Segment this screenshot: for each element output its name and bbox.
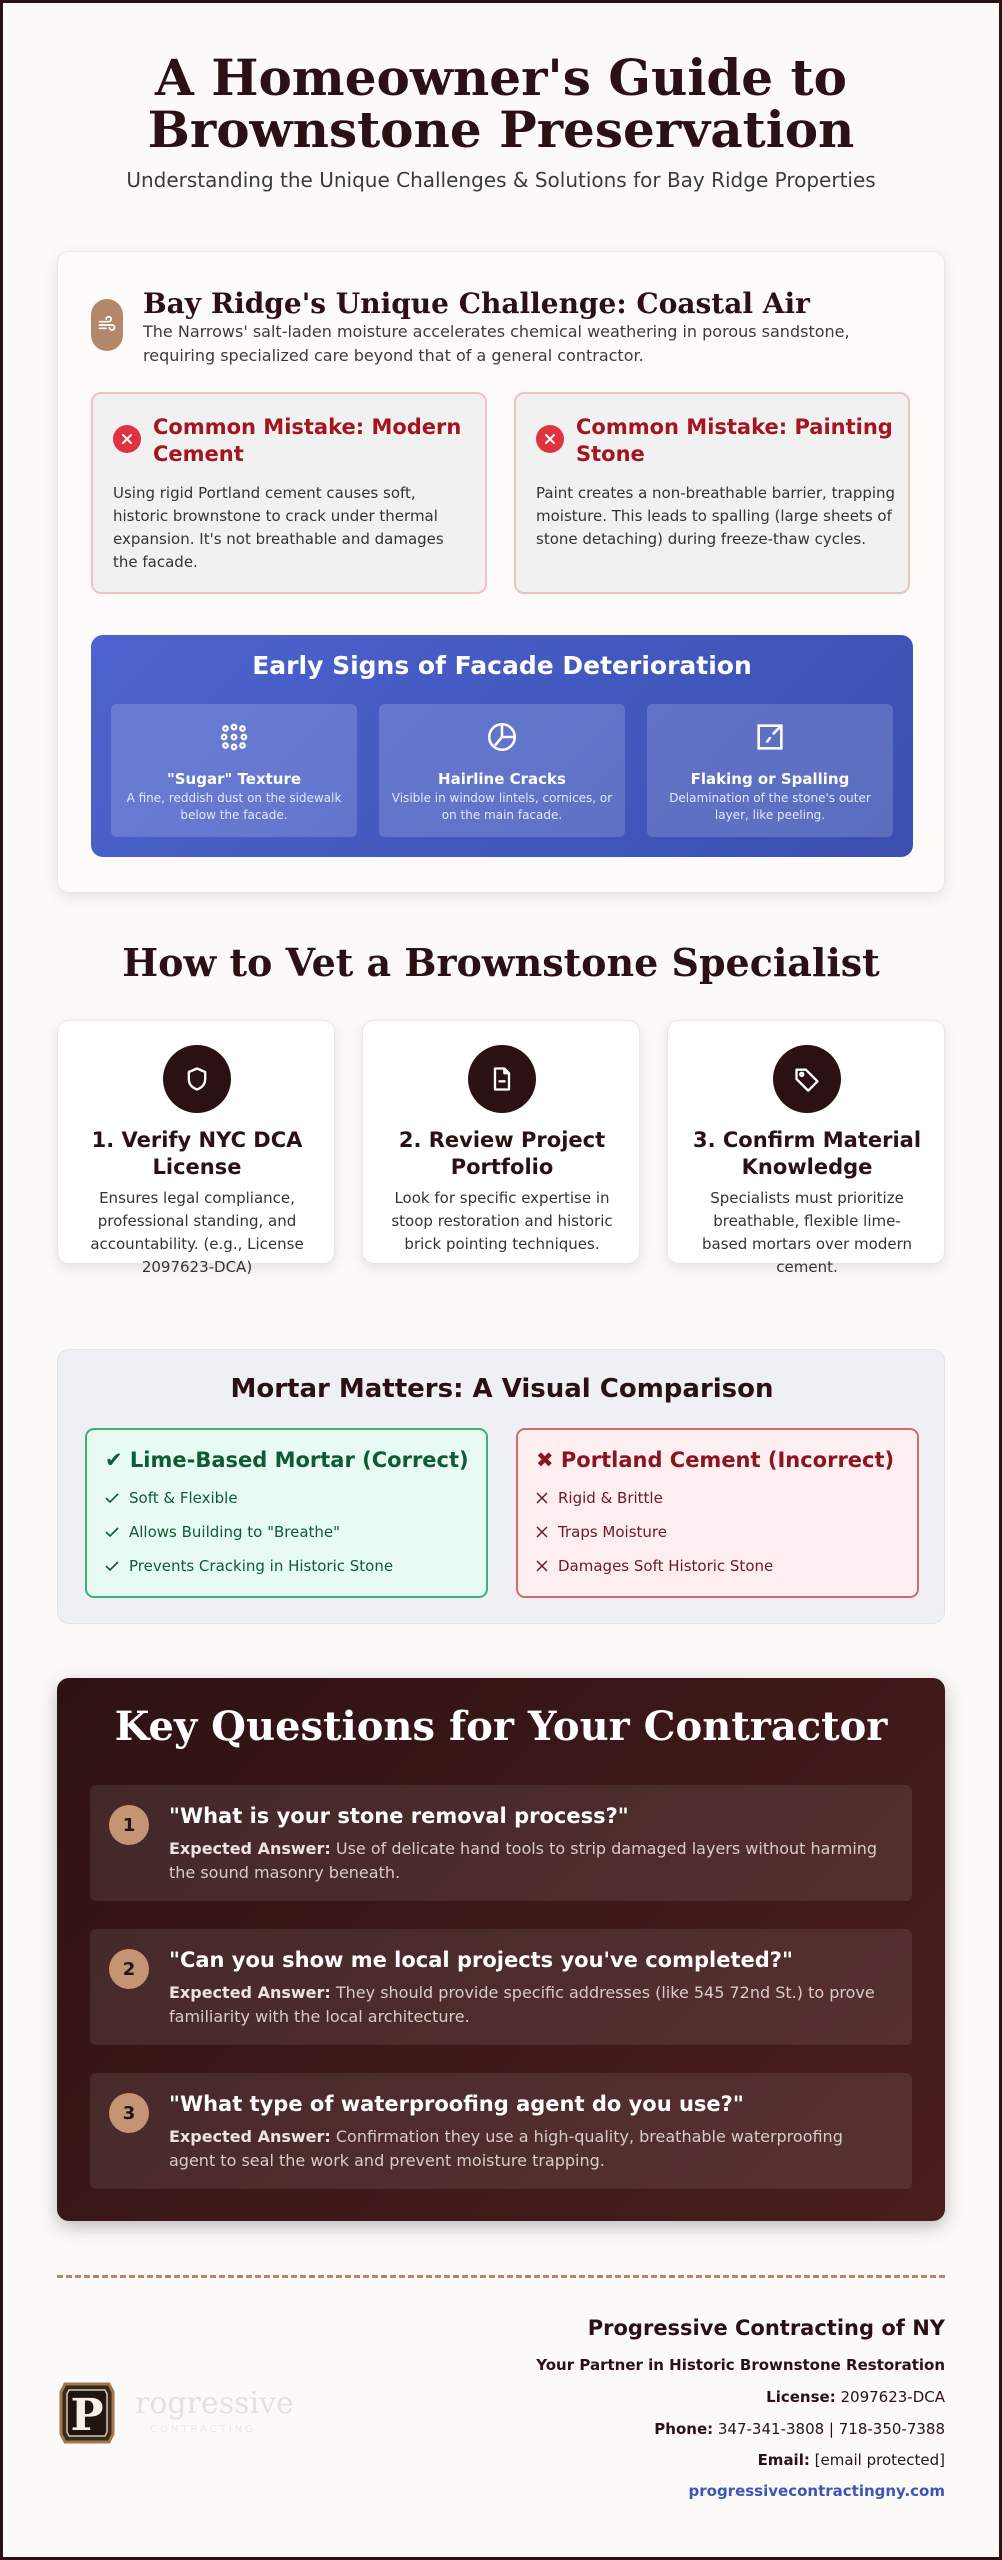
question-answer: Expected Answer: Confirmation they use a high-quality, breathable waterproofing agent to seal the work and prevent moisture trapping. [169,2127,843,2170]
challenge-title: Bay Ridge's Unique Challenge: Coastal Air [143,287,810,320]
mortar-title: Mortar Matters: A Visual Comparison [230,1374,774,1404]
question-answer: Expected Answer: Use of delicate hand tools to strip damaged layers without harming the sound masonry beneath. [169,1839,878,1882]
question-answer: Expected Answer: They should provide specific addresses (like 545 72nd St.) to prove familiarity with the local architecture. [169,1983,875,2026]
list-item: Allows Building to "Breathe" [105,1520,393,1554]
signs-title: Early Signs of Facade Deterioration [252,651,752,680]
vet-card-text: Specialists must prioritize breathable, flexible lime-based mortars over modern cement. [702,1189,912,1276]
question-text: "What is your stone removal process?" [169,1804,629,1828]
mortar-comparison [57,1349,945,1624]
lime-mortar-title: ✔ Lime-Based Mortar (Correct) [105,1448,469,1472]
cross-icon [536,1560,548,1572]
list-item: Soft & Flexible [105,1486,393,1520]
sign-text: Visible in window lintels, cornices, or on the main facade. [391,791,613,822]
svg-text:P: P [70,2390,104,2441]
coastal-challenge-card [57,251,945,893]
question-number: 1 [109,1805,149,1845]
vet-section-title: How to Vet a Brownstone Specialist [122,940,880,985]
cross-icon [536,1526,548,1538]
question-number: 3 [109,2093,149,2133]
mistake-title: Common Mistake: Modern Cement [153,415,462,466]
sign-title: Hairline Cracks [438,770,566,788]
mistake-card-cement [91,392,487,594]
vet-card-text: Ensures legal compliance, professional standing, and accountability. (e.g., License 2097623-DCA) [90,1189,304,1276]
flaking-square-icon [753,720,787,754]
sign-title: Flaking or Spalling [690,770,850,788]
phone-line: Phone: 347-341-3808 | 718-350-7388 [654,2420,945,2438]
dust-icon [217,720,251,754]
check-icon [105,1492,119,1504]
mistake-text: Using rigid Portland cement causes soft, historic brownstone to crack under thermal expansion. It's not breathable and damages the facade. [113,484,444,571]
deterioration-signs-panel [91,635,913,857]
mistake-title: Common Mistake: Painting Stone [576,415,893,466]
contractor-questions [57,1678,945,2221]
vet-card-title: 1. Verify NYC DCA License [91,1128,303,1179]
portland-cement-box [516,1428,919,1598]
check-icon [105,1526,119,1538]
crack-chart-icon [485,720,519,754]
lime-mortar-box [85,1428,488,1598]
vet-card-material [667,1020,945,1276]
logo-subtext: CONTRACTING [150,2424,256,2435]
mistake-card-painting [514,392,910,594]
vet-card-text: Look for specific expertise in stoop restoration and historic brick pointing techniques. [391,1189,613,1253]
license-line: License: 2097623-DCA [766,2388,945,2406]
page-subtitle: Understanding the Unique Challenges & Solutions for Bay Ridge Properties [126,168,876,192]
sign-sugar-texture [111,704,357,837]
tag-icon [773,1045,841,1113]
list-item: Prevents Cracking in Historic Stone [105,1554,393,1588]
email-link[interactable]: [email protected] [814,2451,945,2469]
shield-icon [163,1045,231,1113]
vet-card-title: 3. Confirm Material Knowledge [692,1128,922,1179]
portland-cement-title: ✖ Portland Cement (Incorrect) [536,1448,895,1472]
sign-flaking [647,704,893,837]
list-item: Damages Soft Historic Stone [536,1554,773,1588]
question-text: "What type of waterproofing agent do you use?" [169,2092,744,2116]
logo-wordmark: rogressive [135,2386,294,2421]
question-item [90,2073,912,2189]
page-title: A Homeowner's Guide to Brownstone Preservation [147,48,855,159]
question-text: "Can you show me local projects you've completed?" [169,1948,793,1972]
sign-text: A fine, reddish dust on the sidewalk below the facade. [126,791,342,822]
sign-text: Delamination of the stone's outer layer, like peeling. [669,791,871,822]
question-item [90,1785,912,1901]
challenge-text: The Narrows' salt-laden moisture accelerates chemical weathering in porous sandstone, requiring specialized care beyond that of a general contractor. [143,322,850,365]
company-tagline: Your Partner in Historic Brownstone Restoration [536,2356,945,2374]
error-x-icon [536,425,564,453]
wind-icon [91,299,123,351]
list-item: Traps Moisture [536,1520,773,1554]
company-name: Progressive Contracting of NY [587,2316,945,2340]
vet-card-license [57,1020,335,1276]
cross-icon [536,1492,548,1504]
error-x-icon [113,425,141,453]
email-line: Email: [email protected] [757,2451,945,2469]
footer-divider [57,2275,945,2278]
list-item: Rigid & Brittle [536,1486,773,1520]
vet-card-title: 2. Review Project Portfolio [398,1128,606,1179]
sign-hairline-cracks [379,704,625,837]
questions-title: Key Questions for Your Contractor [114,1703,888,1750]
question-number: 2 [109,1949,149,1989]
question-item [90,1929,912,2045]
mistake-text: Paint creates a non-breathable barrier, trapping moisture. This leads to spalling (large sheets of stone detaching) during freeze-thaw cycles. [536,484,896,548]
website-link[interactable]: progressivecontractingny.com [688,2482,945,2500]
vet-card-portfolio [362,1020,640,1264]
sign-title: "Sugar" Texture [166,770,302,788]
check-icon [105,1560,119,1572]
company-logo [57,2378,117,2452]
document-icon [468,1045,536,1113]
